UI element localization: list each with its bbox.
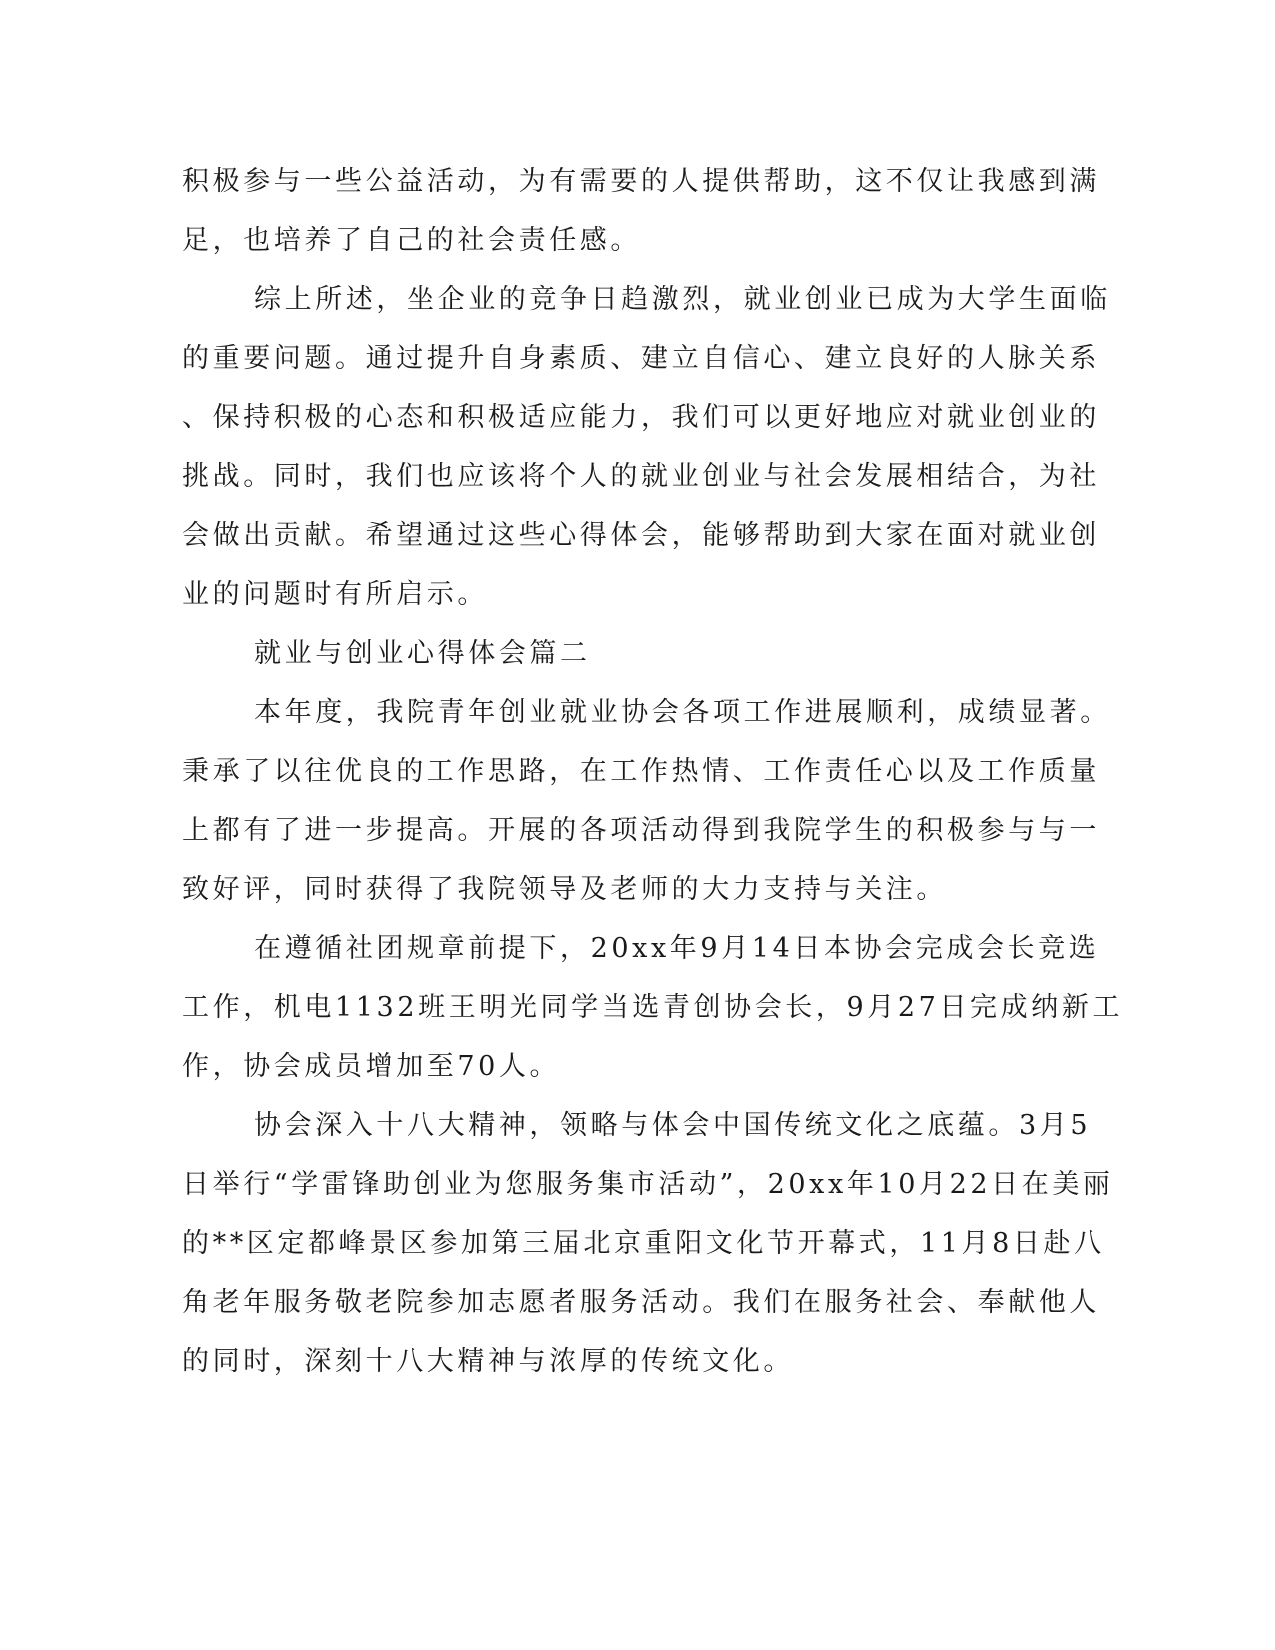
paragraph-start-line: 在遵循社团规章前提下，20xx年9月14日本协会完成会长竞选 xyxy=(254,933,1100,964)
text-line: 的重要问题。通过提升自身素质、建立自信心、建立良好的人脉关系 xyxy=(182,343,1100,374)
text-line: 工作，机电1132班王明光同学当选青创协会长，9月27日完成纳新工 xyxy=(182,992,1124,1023)
document-body xyxy=(182,152,1124,1391)
text-line: 的同时，深刻十八大精神与浓厚的传统文化。 xyxy=(182,1346,794,1377)
section-heading: 就业与创业心得体会篇二 xyxy=(254,638,591,669)
paragraph-start-line: 本年度，我院青年创业就业协会各项工作进展顺利，成绩显著。 xyxy=(254,697,1111,728)
text-line: 的**区定都峰景区参加第三届北京重阳文化节开幕式，11月8日赴八 xyxy=(182,1228,1105,1259)
text-line: 、保持积极的心态和积极适应能力，我们可以更好地应对就业创业的 xyxy=(182,402,1100,433)
text-line: 日举行“学雷锋助创业为您服务集市活动”，20xx年10月22日在美丽 xyxy=(182,1169,1114,1200)
text-line: 足，也培养了自己的社会责任感。 xyxy=(182,225,641,256)
text-line: 挑战。同时，我们也应该将个人的就业创业与社会发展相结合，为社 xyxy=(182,461,1100,492)
text-line: 上都有了进一步提高。开展的各项活动得到我院学生的积极参与与一 xyxy=(182,815,1100,846)
text-line: 作，协会成员增加至70人。 xyxy=(182,1051,561,1082)
text-line: 业的问题时有所启示。 xyxy=(182,579,488,610)
text-line: 会做出贡献。希望通过这些心得体会，能够帮助到大家在面对就业创 xyxy=(182,520,1100,551)
paragraph-start-line: 协会深入十八大精神，领略与体会中国传统文化之底蕴。3月5 xyxy=(254,1110,1092,1141)
text-line: 秉承了以往优良的工作思路，在工作热情、工作责任心以及工作质量 xyxy=(182,756,1100,787)
text-line: 致好评，同时获得了我院领导及老师的大力支持与关注。 xyxy=(182,874,947,905)
text-line: 角老年服务敬老院参加志愿者服务活动。我们在服务社会、奉献他人 xyxy=(182,1287,1100,1318)
text-line: 积极参与一些公益活动，为有需要的人提供帮助，这不仅让我感到满 xyxy=(182,166,1100,197)
paragraph-start-line: 综上所述，坐企业的竞争日趋激烈，就业创业已成为大学生面临 xyxy=(254,284,1111,315)
